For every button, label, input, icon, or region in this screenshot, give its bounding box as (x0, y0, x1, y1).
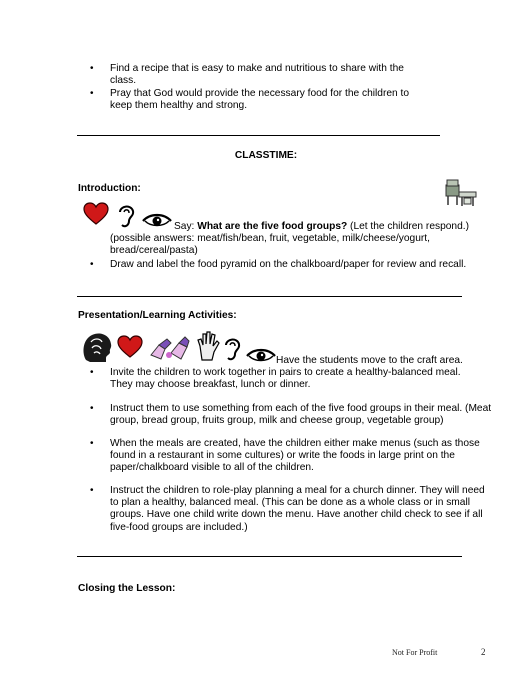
prep-bullet-1: Find a recipe that is easy to make and nutritious to share with the class. (110, 63, 404, 87)
ear-icon (222, 336, 242, 362)
footer-note: Not For Profit (392, 648, 438, 657)
list-item: • Instruct them to use something from each of the five food groups in their meal. (Meat group, bread group, fruits group, milk and cheese group, vegetable group) (90, 403, 510, 427)
hand-icon (196, 330, 220, 362)
presentation-heading: Presentation/Learning Activities: (78, 310, 237, 321)
eye-icon (246, 347, 276, 363)
introduction-heading: Introduction: (78, 183, 141, 194)
presentation-bullet-4: Instruct the children to role-play planning a meal for a church dinner. They will need to plan a healthy, balanced meal. (This can be done as a whole class or in small groups. Have one child write down the menu. Have another child check to see if all five-food groups are included.) (110, 485, 485, 533)
classtime-heading: CLASSTIME: (234, 150, 298, 161)
list-item: • Invite the children to work together in pairs to create a healthy-balanced meal. They may choose breakfast, lunch or dinner. (90, 367, 480, 391)
introduction-say-paragraph (110, 221, 500, 258)
list-item: • When the meals are created, have the children either make menus (such as those found in a restaurant in some cultures) or write the foods in large print on the paper/chalkboard visible to all of the children. (90, 438, 480, 474)
classroom-desk-icon (444, 178, 478, 208)
say-rest: (Let the children respond.) (possible answers: meat/fish/bean, fruit, vegetable, milk/cheese/yogurt, bread/cereal/pasta) (110, 221, 469, 257)
list-item: • Draw and label the food pyramid on the chalkboard/paper for review and recall. (90, 259, 510, 271)
presentation-bullet-3: When the meals are created, have the children either make menus (such as those found in a restaurant in some cultures) or write the foods in large print on the paper/chalkboard visible to all of the children. (110, 438, 480, 474)
head-profile-icon (80, 330, 114, 364)
presentation-intro: Have the students move to the craft area. (276, 355, 463, 366)
heart-icon (83, 202, 109, 226)
heart-icon (117, 335, 143, 359)
prep-bullet-2: Pray that God would provide the necessary food for the children to keep them healthy and strong. (110, 88, 410, 112)
list-item: • Find a recipe that is easy to make and nutritious to share with the class. (90, 63, 420, 87)
say-prefix: Say: (174, 221, 198, 232)
presentation-bullet-1: Invite the children to work together in pairs to create a healthy-balanced meal. They may choose breakfast, lunch or dinner. (110, 367, 461, 391)
list-item: • Instruct the children to role-play planning a meal for a church dinner. They will need to plan a healthy, balanced meal. (This can be done as a whole class or in small groups. Have one child write down the menu. Have another child check to see if all five-food groups are included.) (90, 485, 490, 534)
introduction-bullet: Draw and label the food pyramid on the chalkboard/paper for review and recall. (110, 259, 467, 270)
presentation-bullet-2: Instruct them to use something from each of the five food groups in their meal. (Meat group, bread group, fruits group, milk and cheese group, vegetable group) (110, 403, 492, 427)
list-item: • Pray that God would provide the necessary food for the children to keep them healthy and strong. (90, 88, 420, 112)
say-question: What are the five food groups? (197, 221, 348, 232)
closing-heading: Closing the Lesson: (78, 583, 176, 594)
divider (77, 556, 462, 557)
hands-icon (149, 333, 191, 363)
page-number: 2 (481, 647, 486, 657)
divider (77, 135, 440, 136)
divider (77, 296, 462, 297)
